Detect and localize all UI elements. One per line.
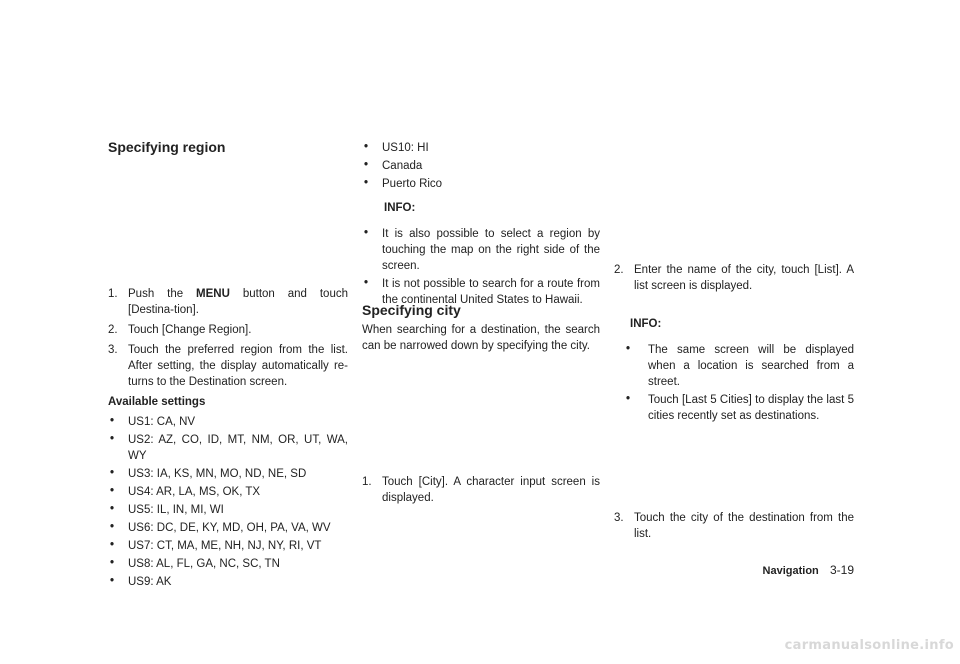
region-item <box>108 502 348 518</box>
step-text: Touch the preferred region from the list. After setting, the display automatically re-turns to the Destination screen. <box>128 344 348 388</box>
bullet-icon: • <box>110 557 115 569</box>
bullet-icon: • <box>110 485 115 497</box>
step-number: 3. <box>108 344 118 356</box>
region-item <box>362 140 600 156</box>
region-item <box>108 432 348 464</box>
region-text: US6: DC, DE, KY, MD, OH, PA, VA, WV <box>128 522 331 534</box>
region-text: US8: AL, FL, GA, NC, SC, TN <box>128 558 280 570</box>
region-list-continued <box>362 140 600 194</box>
watermark: carmanualsonline.info <box>784 638 954 653</box>
bullet-icon: • <box>110 415 115 427</box>
bullet-icon: • <box>364 227 369 239</box>
bullet-icon: • <box>110 503 115 515</box>
available-settings-label: Available settings <box>108 396 206 408</box>
info-item <box>614 392 854 424</box>
bullet-icon: • <box>626 343 631 355</box>
step-number: 2. <box>108 324 118 336</box>
section-heading-specifying-region: Specifying region <box>108 139 226 155</box>
region-item <box>108 574 348 590</box>
region-item <box>362 176 600 192</box>
step-text: Touch the city of the destination from the list. <box>634 512 854 540</box>
region-text: US1: CA, NV <box>128 416 196 428</box>
region-item <box>108 556 348 572</box>
region-text: US4: AR, LA, MS, OK, TX <box>128 486 261 498</box>
region-text: Puerto Rico <box>382 178 443 190</box>
step-3 <box>614 510 854 542</box>
step-1 <box>362 474 600 506</box>
city-intro-text: When searching for a destination, the search can be narrowed down by specifying the city. <box>362 324 600 352</box>
bullet-icon: • <box>110 539 115 551</box>
region-item <box>108 466 348 482</box>
city-intro <box>362 322 600 354</box>
step-2 <box>108 322 348 338</box>
region-text: US10: HI <box>382 142 429 154</box>
bullet-icon: • <box>626 393 631 405</box>
bullet-icon: • <box>364 277 369 289</box>
region-list <box>108 414 348 590</box>
region-list <box>362 140 600 192</box>
info-box-region <box>362 200 600 310</box>
region-item <box>108 538 348 554</box>
step-text: button and touch [Destina-tion]. <box>128 288 348 316</box>
footer-section-title: Navigation <box>762 565 819 577</box>
region-text: US7: CT, MA, ME, NH, NJ, NY, RI, VT <box>128 540 322 552</box>
region-text: Canada <box>382 160 423 172</box>
bullet-icon: • <box>364 177 369 189</box>
region-text: US3: IA, KS, MN, MO, ND, NE, SD <box>128 468 307 480</box>
region-text: US2: AZ, CO, ID, MT, NM, OR, UT, WA, WY <box>128 434 348 462</box>
step-1 <box>108 286 348 318</box>
step-text: Touch [City]. A character input screen is displayed. <box>382 476 600 504</box>
info-text: Touch [Last 5 Cities] to display the last 5 cities recently set as destinations. <box>648 394 854 422</box>
step-number: 3. <box>614 512 624 524</box>
bullet-icon: • <box>110 521 115 533</box>
page-footer <box>763 562 854 579</box>
city-step-3 <box>614 510 854 546</box>
region-text: US9: AK <box>128 576 172 588</box>
step-number: 1. <box>362 476 372 488</box>
page-number: 3-19 <box>829 563 854 577</box>
info-text: The same screen will be displayed when a location is searched from a street. <box>648 344 854 388</box>
bullet-icon: • <box>364 141 369 153</box>
step-text: Enter the name of the city, touch [List]. A list screen is displayed. <box>634 264 854 292</box>
bullet-icon: • <box>110 575 115 587</box>
menu-button-label: MENU <box>196 288 230 300</box>
region-steps <box>108 286 348 592</box>
info-label: INFO: <box>630 318 662 330</box>
region-item <box>362 158 600 174</box>
info-text: It is not possible to search for a route from the continental United States to Hawaii. <box>382 278 600 306</box>
city-step-2 <box>614 262 854 298</box>
region-text: US5: IL, IN, MI, WI <box>128 504 224 516</box>
step-text: Push the <box>128 288 197 300</box>
step-2 <box>614 262 854 294</box>
section-heading-specifying-city: Specifying city <box>362 302 461 318</box>
bullet-icon: • <box>110 467 115 479</box>
city-step-1 <box>362 474 600 510</box>
info-text: It is also possible to select a region by touching the map on the right side of the screen. <box>382 228 600 272</box>
step-number: 1. <box>108 288 118 300</box>
step-text: Touch [Change Region]. <box>128 324 252 336</box>
bullet-icon: • <box>110 433 115 445</box>
info-box-city <box>614 316 854 426</box>
bullet-icon: • <box>364 159 369 171</box>
region-item <box>108 414 348 430</box>
step-number: 2. <box>614 264 624 276</box>
info-item <box>362 226 600 274</box>
region-item <box>108 520 348 536</box>
info-label: INFO: <box>384 202 416 214</box>
info-item <box>614 342 854 390</box>
step-3 <box>108 342 348 390</box>
region-item <box>108 484 348 500</box>
